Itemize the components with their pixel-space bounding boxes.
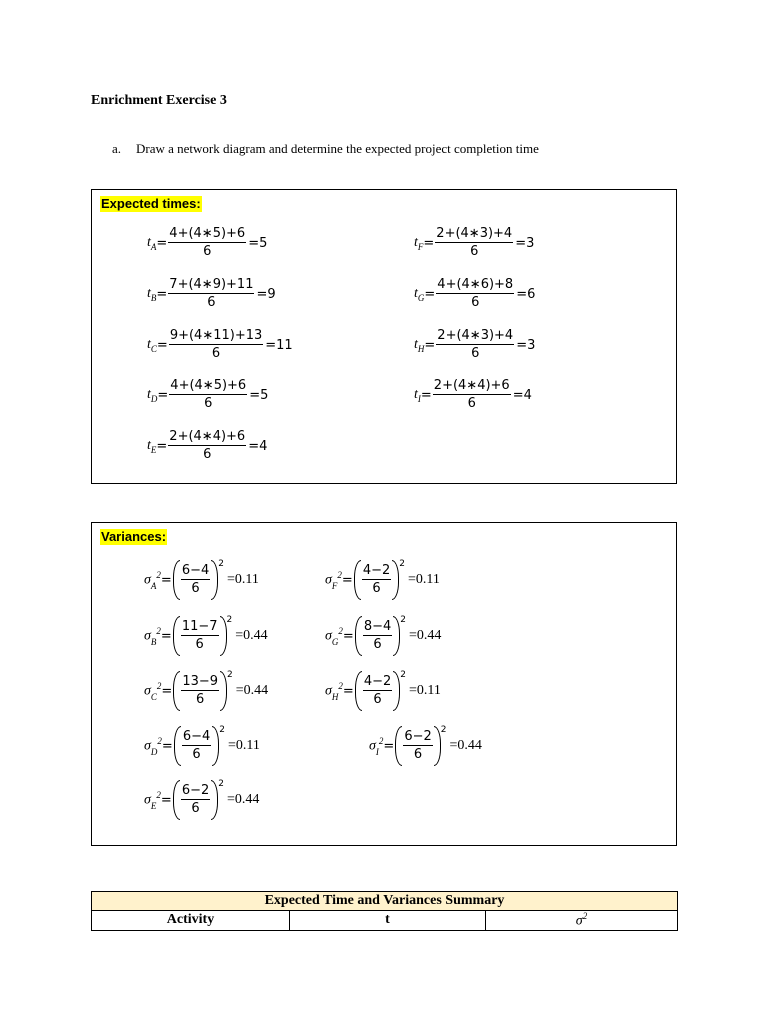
variance-equation: $\sigma_F^2$ = $\frac{4-2}{6}$ 2 =0.11: [325, 560, 440, 600]
variance-equation: $\sigma_G^2$ = $\frac{8-4}{6}$ 2 =0.44: [325, 616, 441, 656]
expected-time-equation: $t_A$ = $\frac{4+(4∗5)+6}{6}$ =5: [147, 226, 268, 259]
summary-table-title: Expected Time and Variances Summary: [92, 892, 678, 911]
expected-time-equation: $t_D$ = $\frac{4+(4∗5)+6}{6}$ =5: [147, 378, 269, 411]
header-activity: Activity: [92, 911, 290, 931]
variances-box: [91, 522, 677, 846]
instruction: [112, 141, 539, 157]
expected-times-title: Expected times:: [101, 196, 201, 211]
expected-time-equation: $t_G$ = $\frac{4+(4∗6)+8}{6}$ =6: [414, 277, 536, 310]
instruction-label: a.: [112, 141, 122, 156]
variance-equation: $\sigma_D^2$ = $\frac{6-4}{6}$ 2 =0.11: [144, 726, 260, 766]
variance-equation: $\sigma_B^2$ = $\frac{11-7}{6}$ 2 =0.44: [144, 616, 268, 656]
expected-time-equation: $t_F$ = $\frac{2+(4∗3)+4}{6}$ =3: [414, 226, 535, 259]
variance-equation: $\sigma_C^2$ = $\frac{13-9}{6}$ 2 =0.44: [144, 671, 268, 711]
variance-equation: $\sigma_E^2$ = $\frac{6-2}{6}$ 2 =0.44: [144, 780, 259, 820]
expected-time-equation: $t_C$ = $\frac{9+(4∗11)+13}{6}$ =11: [147, 328, 293, 361]
variances-title: Variances:: [101, 529, 167, 544]
expected-time-equation: $t_E$ = $\frac{2+(4∗4)+6}{6}$ =4: [147, 429, 268, 462]
variance-equation: $\sigma_I^2$ = $\frac{6-2}{6}$ 2 =0.44: [369, 726, 482, 766]
variance-equation: $\sigma_A^2$ = $\frac{6-4}{6}$ 2 =0.11: [144, 560, 259, 600]
instruction-text: Draw a network diagram and determine the expected project completion time: [136, 141, 539, 156]
expected-time-equation: $t_H$ = $\frac{2+(4∗3)+4}{6}$ =3: [414, 328, 536, 361]
expected-time-equation: $t_I$ = $\frac{2+(4∗4)+6}{6}$ =4: [414, 378, 532, 411]
document-heading: Enrichment Exercise 3: [91, 93, 227, 108]
variance-equation: $\sigma_H^2$ = $\frac{4-2}{6}$ 2 =0.11: [325, 671, 441, 711]
header-sigma-squared: $\sigma^2$: [486, 911, 678, 931]
header-t: t: [290, 911, 486, 931]
expected-time-equation: $t_B$ = $\frac{7+(4∗9)+11}{6}$ =9: [147, 277, 276, 310]
expected-times-box: [91, 189, 677, 484]
summary-table: [91, 891, 678, 931]
